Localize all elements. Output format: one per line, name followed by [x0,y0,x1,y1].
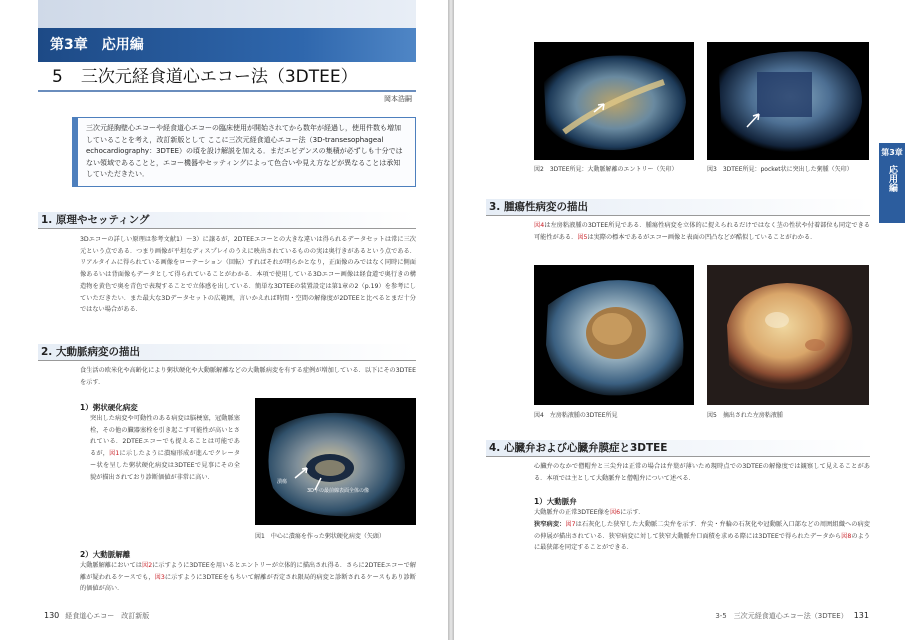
figure-2-image [534,42,694,160]
tab-title: 応用編 [887,165,897,192]
left-footer [38,611,149,621]
paragraph-atherosclerosis [90,413,240,509]
figure-ref-1: 図1 [109,450,120,458]
heading-tumor: 3. 腫瘍性病変の描出 [486,199,870,216]
running-title-left: 経食道心エコー 改訂新版 [65,612,150,620]
text-dissection-c: に示すように3DTEEをもちいて解離が否定され限局的病変と診断されるケースもあり診断的価値が高い． [80,573,416,593]
section-title-text: 三次元経食道心エコー法（3DTEE） [80,67,358,87]
heading-principle: 1. 原理やセッティング [38,212,416,229]
paragraph-valve: 心臓弁のなかで僧帽弁と三尖弁は正常の場合は弁葉が薄いため現時点での3DTEEの解像度では観察して見えることがある．本項では主として大動脈弁と僧帽弁について述べる． [534,463,870,482]
text-av2-label: 狭窄病変： [534,521,566,528]
right-page [454,0,905,640]
figure-4-image [534,265,694,405]
figure-ref-7: 図7 [565,521,576,528]
heading-dissection: 2）大動脈解離 [80,550,131,559]
figure-ref-6: 図6 [610,509,621,516]
figure-ref-8: 図8 [841,532,852,540]
figure-1-caption: 図1 中心に潰瘍を作った粥状硬化病変（矢頭） [255,533,385,540]
figure-4-echo-svg [534,265,694,405]
text-athero-pre: 突出した病変や可動性のある病変は脳梗塞，冠動脈塞栓，その他の臓器塞栓を引き起こす可能性が高いとされている．2DTEEエコーでも捉えることは可能であるが， [90,415,240,458]
text-av2-b: は石灰化した狭窄した大動脈二尖弁を示す．弁尖・弁輪の石灰化や冠動脈入口部などの周囲組織への病変の伸展が描出されている．狭窄病変に対して狭窄大動脈弁口面積を求める際には3DTEEで得られたデータから [534,521,870,540]
text-dissection-b: に示すように3DTEEを用いるとエントリーが立体的に描出され得る．さらに2DTEEエコーで解離が疑われるケースでも， [80,562,416,581]
figure-1-label-a: 潰瘍 [277,479,288,485]
figure-3-echo-svg [707,42,869,160]
figure-ref-5: 図5 [577,233,588,241]
figure-1-echo-svg [255,398,416,525]
page-number-right: 131 [853,611,869,620]
text-av1-a: 大動脈弁の正常3DTEE像を [534,509,610,516]
paragraph-aortic-lesion: 食生活の欧米化や高齢化により粥状硬化や大動脈解離などの大動脈病変を有する症例が増加している．以下にその3DTEEを示す． [80,367,416,386]
text-athero-post: に示したように潰瘍形成が進んでクレーター状を呈した粥状硬化病変は3DTEEで見事にその全貌が描出されており診断価値が非常に高い． [90,450,240,481]
figure-5-image [707,265,869,405]
heading-aortic-lesion: 2. 大動脈病変の描出 [38,344,416,361]
text-av1-b: に示す． [620,509,645,516]
section-title [38,62,416,92]
text-av2-c: のように最狭部を同定することができる． [534,532,870,552]
tab-chapter: 第3章 [881,148,903,157]
section-number: 5 [52,67,63,87]
heading-atherosclerosis: 1）粥状硬化病変 [80,403,138,412]
chapter-header-decoration [38,0,416,28]
chapter-heading: 第3章 応用編 [38,28,416,62]
figure-5-specimen-svg [707,265,869,405]
paragraph-tumor [534,220,870,256]
paragraph-aortic-valve-stenosis [534,519,870,567]
text-tumor-a: は左房粘液腫の3DTEE所見である．腫瘍性病変を立体的に捉えられるだけではなく茎の性状や付着部位も同定できる可能性がある． [534,222,870,241]
intro-box: 三次元経胸壁心エコーや経食道心エコーの臨床使用が開始されてから数年が経過し，使用件数も増加していることを考え，改訂新版として ここに三次元経食道心エコー法（3D-transesophageal echocardiography：3DTEE）の頃を設け解説を加える．まだエビデンスの集積が必ずしも十分ではない領域であることと，エコー機器やセッティングによって色合いや見え方などが異なることは承知していただきたい． [72,117,416,187]
figure-4-caption: 図4 左房粘液腫の3DTEE所見 [534,412,618,419]
author: 岡本浩嗣 [384,95,412,103]
text-dissection-a: 大動脈解離においては [80,562,143,569]
figure-2-caption: 図2 3DTEE所見：大動脈解離のエントリー（矢印） [534,166,678,173]
paragraph-aortic-valve-normal [534,507,870,519]
figure-3-image [707,42,869,160]
text-tumor-b: は実際の標本であるがエコー画像と表面の凹凸などが酷似していることがわかる． [587,233,817,241]
figure-ref-4: 図4 [534,222,545,229]
figure-ref-3: 図3 [154,573,165,581]
right-footer [715,611,875,621]
figure-2-echo-svg [534,42,694,160]
chapter-side-tab [879,143,905,223]
heading-aortic-valve: 1）大動脈弁 [534,497,577,506]
figure-ref-2: 図2 [142,562,153,569]
page-number-left: 130 [44,611,60,620]
figure-5-caption: 図5 摘出された左房粘液腫 [707,412,783,419]
heading-valve: 4. 心臓弁および心臓弁膜症と3DTEE [486,440,870,457]
paragraph-principle: 3Dエコーの詳しい原理は参考文献1）〜3）に譲るが，2DTEEエコーとの大きな違いは得られるデータセットは常に三次元という点である．つまり画像が平坦なディスプレイのうえに映出されているものの実は奥行きがあるという点である．リアルタイムに得られている画像をローテーション（回転）すればそれが明らかとなり，正面像のみではなく同時に側面像あるいは背面像もデータとして得られていることがわかる．本項で使用している3Dエコー画像は経食道で奥行きの構造物を黄色で奥を青色で表現することで立体感を出している．簡単な3DTEEの装置設定は第1章の2（p.19）を参考にしていただきたい．また最大な3Dデータセットの広範囲，言いかえれば時間・空間の解像度が2DTEEと比べるとまだ十分ではない場合がある． [80,236,416,314]
left-page [0,0,448,640]
running-title-right: 3-5 三次元経食道心エコー法（3DTEE） [715,612,848,620]
figure-1-label-b: 3D下の最前線表面全体の像 [307,488,370,494]
figure-1-image [255,398,416,525]
figure-3-caption: 図3 3DTEE所見：pocket状に突出した粥腫（矢印） [707,166,853,173]
paragraph-dissection [80,560,416,596]
